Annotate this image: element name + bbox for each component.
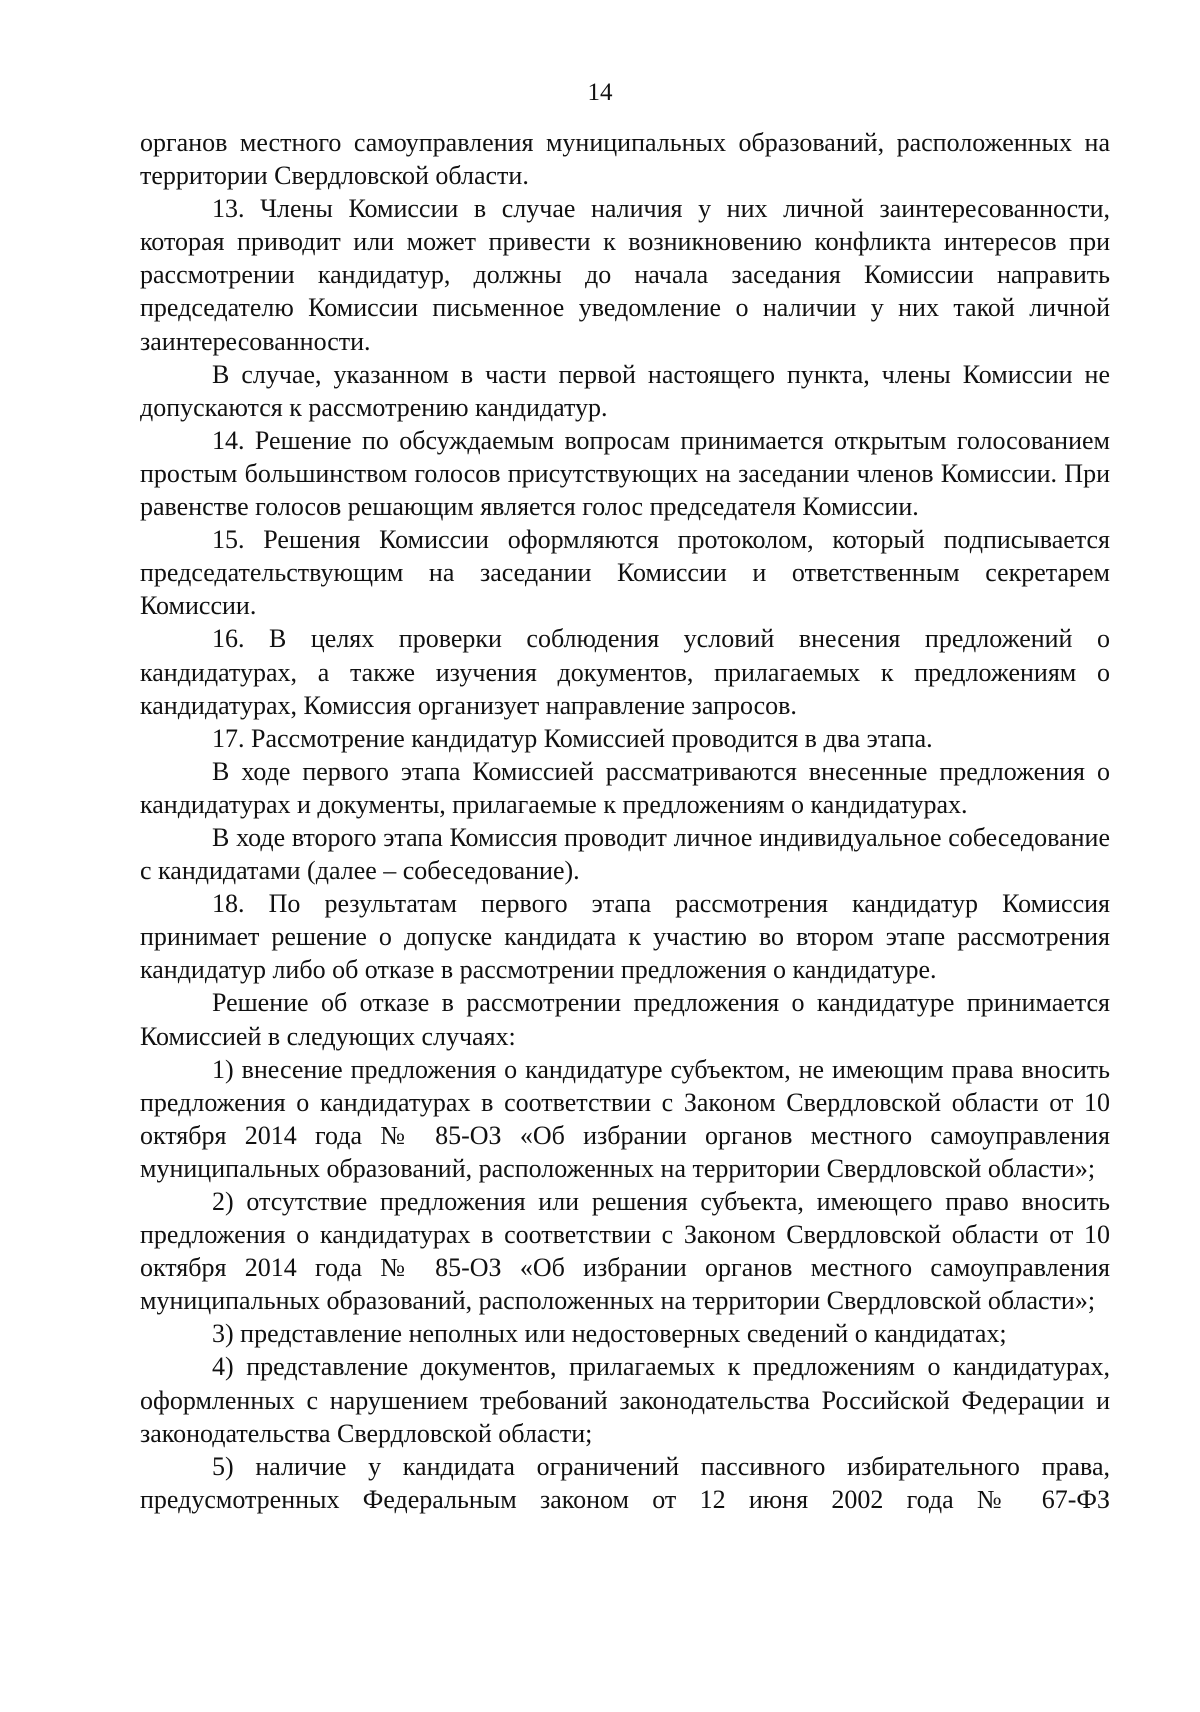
list-item-4: 4) представление документов, прилагаемых к предложениям о кандидатурах, оформленных с нарушением требований законодательства Российской Федерации и законодательства Свердловской области; [140, 1352, 1110, 1448]
list-item-3: 3) представление неполных или недостоверных сведений о кандидатах; [212, 1319, 1007, 1349]
paragraph-item-18: 18. По результатам первого этапа рассмотрения кандидатур Комиссия принимает решение о допуске кандидата к участию во втором этапе рассмотрения кандидатур либо об отказе в рассмотрении предложения о кандидатуре. [140, 889, 1110, 985]
document-body [140, 126, 1110, 1516]
paragraph-item-14: 14. Решение по обсуждаемым вопросам принимается открытым голосованием простым большинством голосов присутствующих на заседании членов Комиссии. При равенстве голосов решающим является голос председателя Комиссии. [140, 425, 1110, 522]
paragraph-item-13: 13. Члены Комиссии в случае наличия у них личной заинтересованности, которая приводит или может привести к возникновению конфликта интересов при рассмотрении кандидатур, должны до начала заседания Комиссии направить председателю Комиссии письменное уведомление о наличии у них такой личной заинтересованности. [140, 194, 1110, 356]
paragraph-item-15: 15. Решения Комиссии оформляются протоколом, который подписывается председательствующим на заседании Комиссии и ответственным секретарем Комиссии. [140, 525, 1110, 621]
paragraph-refusal-cases-intro: Решение об отказе в рассмотрении предложения о кандидатуре принимается Комиссией в следующих случаях: [140, 988, 1110, 1051]
list-item-5: 5) наличие у кандидата ограничений пассивного избирательного права, предусмотренных Федеральным законом от 12 июня 2002 года № 67-ФЗ [140, 1451, 1110, 1514]
page-number: 14 [587, 79, 613, 106]
list-item-1: 1) внесение предложения о кандидатуре субъектом, не имеющим права вносить предложения о кандидатурах в соответствии с Законом Свердловской области от 10 октября 2014 года № 85-ОЗ «Об избрании органов местного самоуправления муниципальных образований, расположенных на территории Свердловской области»; [140, 1054, 1110, 1183]
paragraph-item-13-part-2: В случае, указанном в части первой настоящего пункта, члены Комиссии не допускаются к рассмотрению кандидатур. [140, 359, 1110, 422]
paragraph-item-16: 16. В целях проверки соблюдения условий внесения предложений о кандидатурах, а также изучения документов, прилагаемых к предложениям о кандидатурах, Комиссия организует направление запросов. [140, 624, 1110, 720]
paragraph-item-17-stage-1: В ходе первого этапа Комиссией рассматриваются внесенные предложения о кандидатурах и документы, прилагаемые к предложениям о кандидатурах. [140, 756, 1110, 819]
paragraph-continuation: органов местного самоуправления муниципальных образований, расположенных на территории Свердловской области. [140, 128, 1110, 191]
paragraph-item-17-stage-2: В ходе второго этапа Комиссия проводит личное индивидуальное собеседование с кандидатами (далее – собеседование). [140, 822, 1110, 886]
list-item-2: 2) отсутствие предложения или решения субъекта, имеющего право вносить предложения о кандидатурах в соответствии с Законом Свердловской области от 10 октября 2014 года № 85-ОЗ «Об избрании органов местного самоуправления муниципальных образований, расположенных на территории Свердловской области»; [140, 1187, 1110, 1316]
paragraph-item-17: 17. Рассмотрение кандидатур Комиссией проводится в два этапа. [212, 723, 933, 753]
